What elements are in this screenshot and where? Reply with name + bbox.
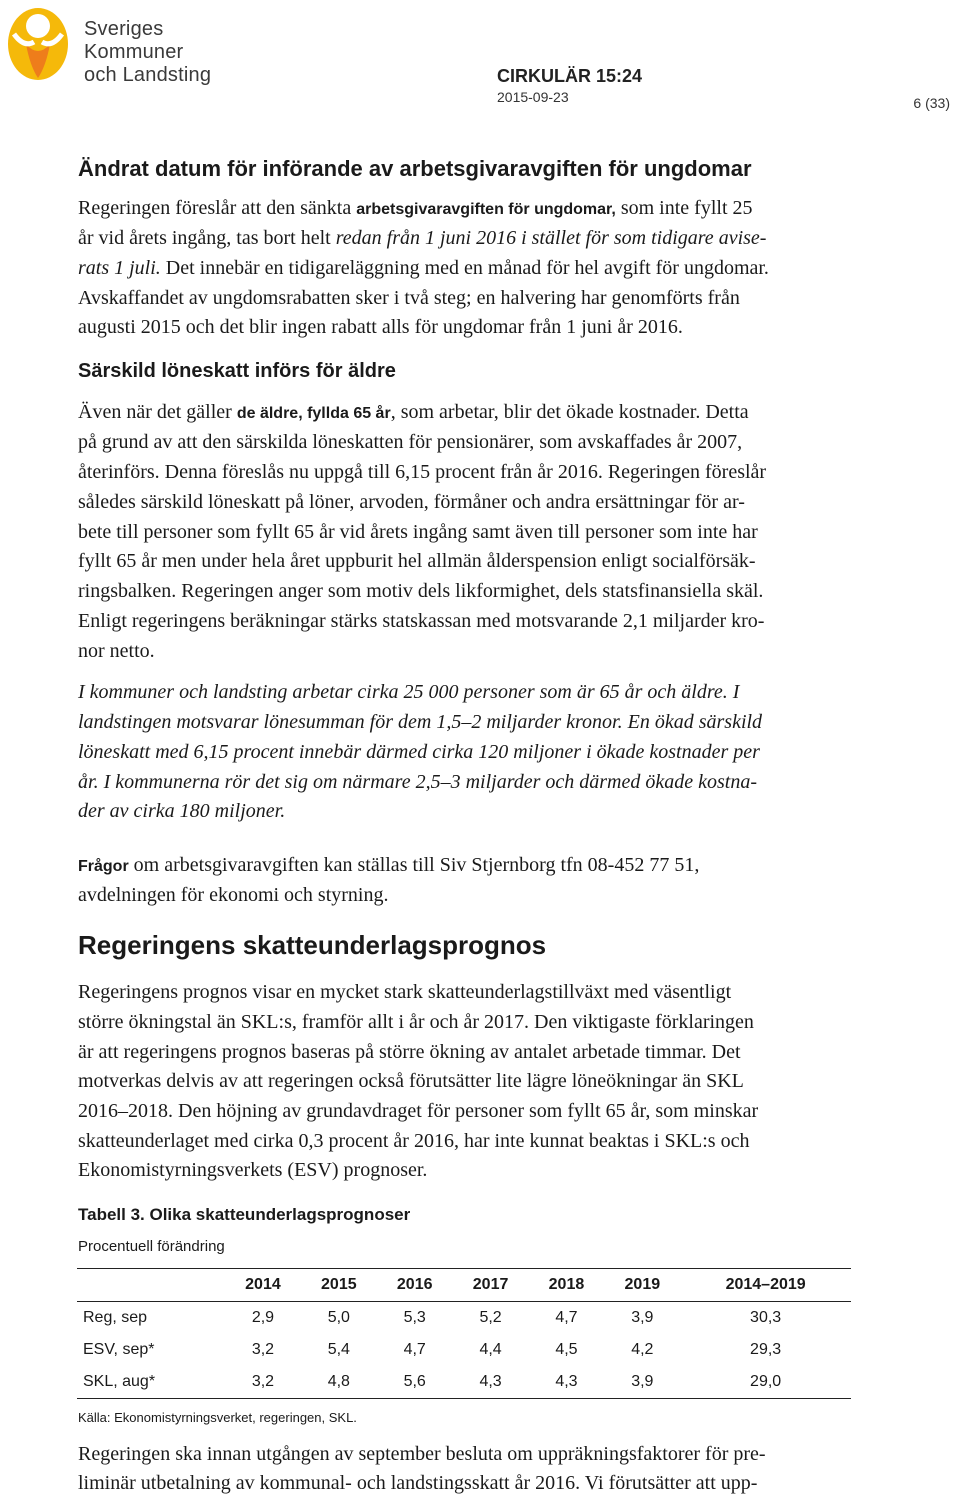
questions-line-2: avdelningen för ekonomi och styrning. <box>78 884 389 906</box>
section2-line-8: Enligt regeringens beräkningar stärks statskassan med motsvarande 2,1 miljarder kro- <box>78 610 765 632</box>
footer-line-1: Regeringen ska innan utgången av september besluta om uppräkningsfaktorer för pre- <box>78 1443 766 1465</box>
forecast-table <box>77 1268 851 1399</box>
table-cell: 3,9 <box>631 1373 654 1390</box>
section3-line-3: är att regeringens prognos baseras på större ökning av antalet arbetade timmar. Det <box>78 1041 741 1063</box>
table-cell: 2,9 <box>251 1309 275 1326</box>
page-number: 6 (33) <box>913 95 950 111</box>
table-header-cell: 2014 <box>245 1276 281 1293</box>
italic-line-3: löneskatt med 6,15 procent innebär därmed cirka 120 miljoner i ökade kostnader per <box>78 741 760 763</box>
section2-line-2: på grund av att den särskilda löneskatten för pensionärer, som avskaffades år 2007, <box>78 431 743 453</box>
table-header-cell: 2014–2019 <box>725 1276 806 1293</box>
table-cell: 4,8 <box>327 1373 350 1390</box>
section1-line-3: rats 1 juli. Det innebär en tidigareläggning med en månad för hel avgift för ungdomar. <box>78 257 769 279</box>
section2-line-9: nor netto. <box>78 640 155 662</box>
logo-line-1: Sveriges <box>84 18 164 40</box>
table-cell: 4,4 <box>479 1341 502 1358</box>
table-cell: 29,0 <box>750 1373 782 1390</box>
table-header-row <box>77 1269 851 1302</box>
table-cell: Reg, sep <box>83 1309 148 1326</box>
table-cell: 5,4 <box>327 1341 350 1358</box>
table-row <box>77 1302 851 1335</box>
section3-line-6: skatteunderlaget med cirka 0,3 procent år 2016, har inte kunnat beaktas i SKL:s och <box>78 1130 750 1152</box>
section3-line-1: Regeringens prognos visar en mycket stark skatteunderlagstillväxt med väsentligt <box>78 981 732 1003</box>
section2-line-5: bete till personer som fyllt 65 år vid årets ingång samt även till personer som inte har <box>78 521 758 543</box>
section3-line-4: motverkas delvis av att regeringen också förutsätter lite lägre löneökningar än SKL <box>78 1070 744 1092</box>
table-cell: 4,2 <box>631 1341 654 1358</box>
table-cell: 29,3 <box>750 1341 782 1358</box>
table-header-cell: 2019 <box>624 1276 661 1293</box>
table-header-cell <box>77 1269 225 1302</box>
table-subtitle: Procentuell förändring <box>78 1238 225 1255</box>
skl-logo-icon <box>4 4 84 94</box>
table-cell: 5,2 <box>479 1309 502 1326</box>
table-header-cell: 2018 <box>548 1276 585 1293</box>
section2-line-3: återinförs. Denna föreslås nu uppgå till 6,15 procent från år 2016. Regeringen föreslår <box>78 461 767 483</box>
table-cell: 4,5 <box>555 1341 578 1358</box>
table-cell: 3,2 <box>251 1373 275 1390</box>
italic-line-1: I kommuner och landsting arbetar cirka 25 000 personer som är 65 år och äldre. I <box>78 681 740 703</box>
table-cell: 4,7 <box>403 1341 426 1358</box>
section3-line-5: 2016–2018. Den höjning av grundavdraget för personer som fyllt 65 år, som minskar <box>78 1100 759 1122</box>
table-header-cell: 2015 <box>321 1276 357 1293</box>
table-cell: 4,7 <box>555 1309 578 1326</box>
logo-line-3: och Landsting <box>84 64 212 86</box>
questions-line-1: Frågor om arbetsgivaravgiften kan ställas till Siv Stjernborg tfn 08-452 77 51, <box>78 854 700 876</box>
table-cell: ESV, sep* <box>83 1341 155 1358</box>
table-cell: 5,3 <box>403 1309 426 1326</box>
logo-line-2: Kommuner <box>84 41 184 63</box>
footer-line-2: liminär utbetalning av kommunal- och landstingsskatt år 2016. Vi förutsätter att upp- <box>78 1472 758 1494</box>
section2-heading: Särskild löneskatt införs för äldre <box>78 360 396 382</box>
section3-line-2: större ökningstal än SKL:s, framför allt i år och år 2017. Den viktigaste förklaringen <box>78 1011 754 1033</box>
circular-date: 2015-09-23 <box>497 89 569 105</box>
table-title: Tabell 3. Olika skatteunderlagsprognoser <box>78 1205 411 1224</box>
table-header-cell: 2016 <box>396 1276 433 1293</box>
section2-line-6: fyllt 65 år men under hela året uppburit hel allmän ålderspension enligt socialförsäk- <box>78 550 756 572</box>
section1-heading: Ändrat datum för införande av arbetsgivaravgiften för ungdomar <box>78 156 752 181</box>
table-cell: 30,3 <box>750 1309 782 1326</box>
section2-line-4: således särskild löneskatt på löner, arvoden, förmåner och andra ersättningar för ar- <box>78 491 745 513</box>
table-cell: 5,6 <box>403 1373 426 1390</box>
italic-line-5: der av cirka 180 miljoner. <box>78 800 286 822</box>
section1-line-1: Regeringen föreslår att den sänkta arbetsgivaravgiften för ungdomar, som inte fyllt 25 <box>78 197 753 219</box>
circular-title: CIRKULÄR 15:24 <box>497 66 643 86</box>
table-cell: 5,0 <box>327 1309 350 1326</box>
table-cell: 3,9 <box>631 1309 654 1326</box>
section1-line-4: Avskaffandet av ungdomsrabatten sker i två steg; en halvering har genomförts från <box>78 287 740 309</box>
table-header-cell: 2017 <box>472 1276 509 1293</box>
table-cell: 3,2 <box>251 1341 275 1358</box>
italic-line-4: år. I kommunerna rör det sig om närmare 2,5–3 miljarder och därmed ökade kostna- <box>78 771 758 793</box>
section1-line-5: augusti 2015 och det blir ingen rabatt alls för ungdomar från 1 juni år 2016. <box>78 316 683 338</box>
table-cell: 4,3 <box>555 1373 578 1390</box>
table-row <box>77 1334 851 1366</box>
table-row <box>77 1366 851 1399</box>
italic-line-2: landstingen motsvarar lönesumman för dem 1,5–2 miljarder kronor. En ökad särskild <box>78 711 763 733</box>
section2-line-7: ringsbalken. Regeringen anger som motiv dels likformighet, dels statsfinansiella skäl. <box>78 580 764 602</box>
section2-line-1: Även när det gäller de äldre, fyllda 65 år, som arbetar, blir det ökade kostnader. Detta <box>78 401 749 423</box>
table-cell: 4,3 <box>479 1373 502 1390</box>
section1-line-2: år vid årets ingång, tas bort helt redan från 1 juni 2016 i stället för som tidigare avise- <box>78 227 767 249</box>
table-source: Källa: Ekonomistyrningsverket, regeringen, SKL. <box>78 1410 357 1425</box>
section3-heading: Regeringens skatteunderlagsprognos <box>78 930 547 960</box>
section3-line-7: Ekonomistyrningsverkets (ESV) prognoser. <box>78 1159 428 1181</box>
skl-logo <box>4 4 219 94</box>
table-cell: SKL, aug* <box>83 1373 156 1390</box>
